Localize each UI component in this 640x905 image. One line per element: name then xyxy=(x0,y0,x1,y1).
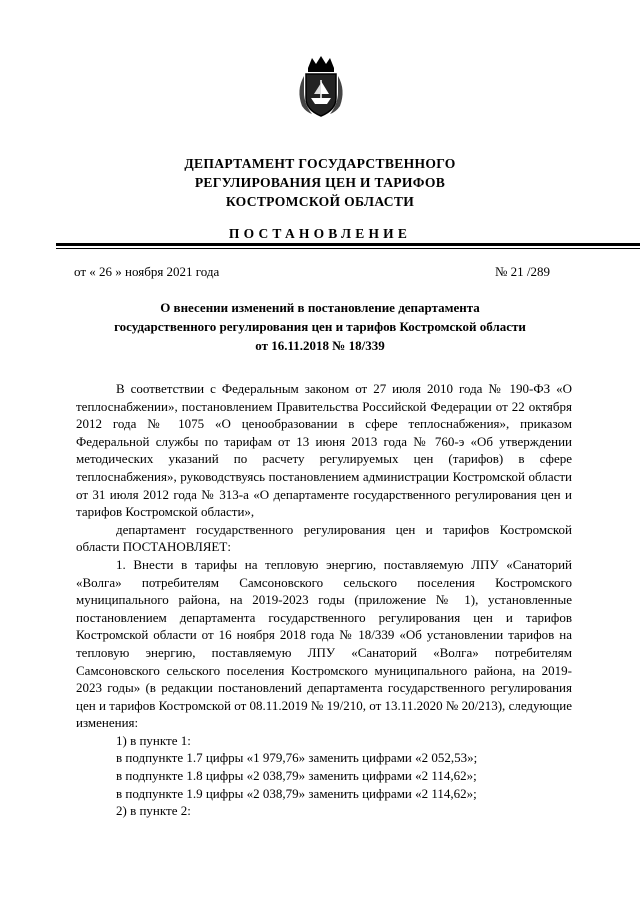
kostroma-coat-of-arms-icon xyxy=(294,54,348,118)
department-name-line-2: РЕГУЛИРОВАНИЯ ЦЕН И ТАРИФОВ xyxy=(194,175,446,190)
body-subitem-1-9: в подпункте 1.9 цифры «2 038,79» заменить цифрами «2 114,62»; xyxy=(116,785,477,801)
body-subitem-1: 1) в пункте 1: xyxy=(116,732,191,748)
body-paragraph-preamble: В соответствии с Федеральным законом от 27 июля 2010 года № 190-ФЗ «О теплоснабжении», постановлением Правительства Российской Федерации от 22 октября 2012 года № 1075 «О ценообразовании в сфере теплоснабжения», приказом Федеральной службы по тарифам от 13 июня 2013 года № 760-э «Об утверждении методических указаний по расчету регулируемых цен (тарифов) в сфере теплоснабжения», руководствуясь постановлением администрации Костромской области от 31 июля 2012 года № 313-а «О департаменте государственного регулирования цен и тарифов Костромской области», xyxy=(76,381,572,520)
body-subitem-1-7: в подпункте 1.7 цифры «1 979,76» заменить цифрами «2 052,53»; xyxy=(116,750,478,766)
document-number: № 21 /289 xyxy=(495,264,551,279)
body-subitem-2: 2) в пункте 2: xyxy=(116,803,191,819)
document-body xyxy=(76,380,572,820)
document-type-heading: ПОСТАНОВЛЕНИЕ xyxy=(228,226,412,241)
header-divider-thick xyxy=(56,243,640,246)
title-line-3: от 16.11.2018 № 18/339 xyxy=(255,338,385,353)
body-subitem-1-8: в подпункте 1.8 цифры «2 038,79» заменить цифрами «2 114,62»; xyxy=(116,768,477,784)
header-divider-thin xyxy=(56,248,640,249)
body-paragraph-resolves: департамент государственного регулирования цен и тарифов Костромской области ПОСТАНОВЛЯЕТ: xyxy=(76,521,572,555)
body-paragraph-item-1: 1. Внести в тарифы на тепловую энергию, поставляемую ЛПУ «Санаторий «Волга» потребителям Самсоновского сельского поселения Костромского муниципального района, на 2019-2023 годы (приложение № 1), установленные постановлением департамента государственного регулирования цен и тарифов Костромской области от 16 ноября 2018 года № 18/339 «Об установлении тарифов на тепловую энергию, поставляемую ЛПУ «Санаторий «Волга» потребителям Самсоновского сельского поселения Костромского муниципального района, на 2019-2023 годы» (в редакции постановлений департамента государственного регулирования цен и тарифов Костромской от 08.11.2019 № 19/210, от 13.11.2020 № 20/213), следующие изменения: xyxy=(76,556,572,731)
department-name-line-1: ДЕПАРТАМЕНТ ГОСУДАРСТВЕННОГО xyxy=(184,156,456,171)
document-date: от « 26 » ноября 2021 года xyxy=(74,264,220,279)
department-name-line-3: КОСТРОМСКОЙ ОБЛАСТИ xyxy=(225,194,415,209)
title-line-2: государственного регулирования цен и тарифов Костромской области xyxy=(114,319,526,334)
title-line-1: О внесении изменений в постановление департамента xyxy=(160,300,480,315)
document-title xyxy=(70,298,570,355)
